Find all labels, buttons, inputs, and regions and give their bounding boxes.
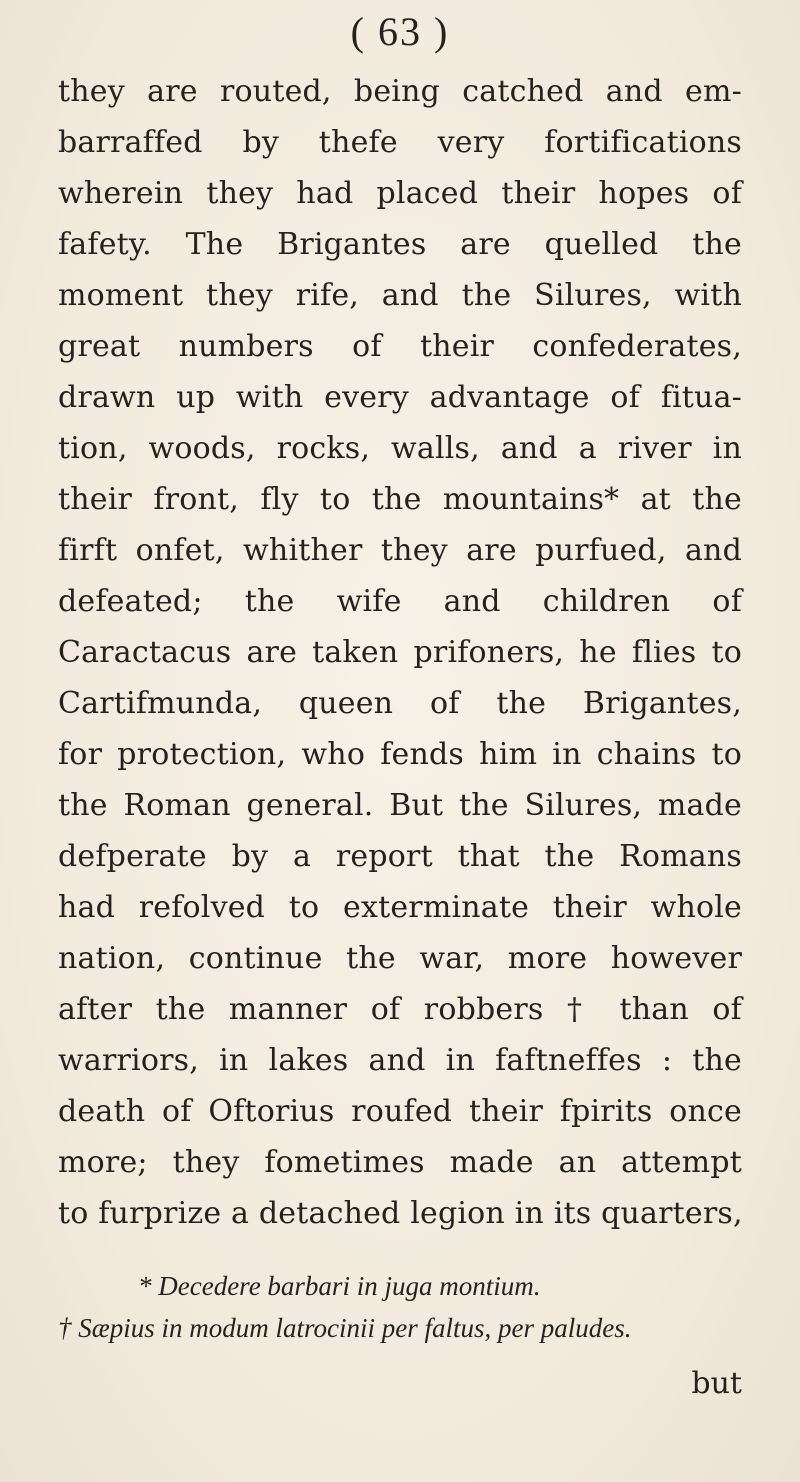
text-line: had refolved to exterminate their whole xyxy=(58,890,742,925)
text-line: to furprize a detached legion in its quarters, xyxy=(58,1196,743,1231)
text-line: barraffed by thefe very fortifications xyxy=(58,125,742,160)
text-line: after the manner of robbers † than of xyxy=(58,992,742,1027)
text-line: the Roman general. But the Silures, made xyxy=(58,788,742,823)
text-line: defperate by a report that the Romans xyxy=(58,839,742,874)
body-text xyxy=(58,66,742,1239)
text-line: firft onfet, whither they are purfued, and xyxy=(58,533,742,568)
text-line: defeated; the wife and children of xyxy=(58,584,742,619)
text-line: their front, fly to the mountains* at the xyxy=(58,482,742,517)
footnotes xyxy=(58,1265,742,1349)
page-number: ( 63 ) xyxy=(350,9,450,54)
text-line: Cartifmunda, queen of the Brigantes, xyxy=(58,686,742,721)
text-line: great numbers of their confederates, xyxy=(58,329,742,364)
catchword: but xyxy=(691,1366,742,1401)
footnote: * Decedere barbari in juga montium. xyxy=(138,1271,541,1301)
text-line: tion, woods, rocks, walls, and a river in xyxy=(58,431,742,466)
footnote: † Sæpius in modum latrocinii per faltus, per paludes. xyxy=(58,1313,632,1343)
text-line: warriors, in lakes and in faftneffes : the xyxy=(58,1043,742,1078)
text-line: fafety. The Brigantes are quelled the xyxy=(58,227,742,262)
text-line: they are routed, being catched and em- xyxy=(58,74,742,109)
text-line: more; they fometimes made an attempt xyxy=(58,1145,742,1180)
text-line: nation, continue the war, more however xyxy=(58,941,742,976)
text-line: for protection, who fends him in chains to xyxy=(58,737,742,772)
text-line: moment they rife, and the Silures, with xyxy=(58,278,742,313)
text-line: Caractacus are taken prifoners, he flies to xyxy=(58,635,742,670)
text-line: death of Oftorius roufed their fpirits once xyxy=(58,1094,742,1129)
text-line: drawn up with every advantage of fitua- xyxy=(58,380,742,415)
text-line: wherein they had placed their hopes of xyxy=(58,176,742,211)
